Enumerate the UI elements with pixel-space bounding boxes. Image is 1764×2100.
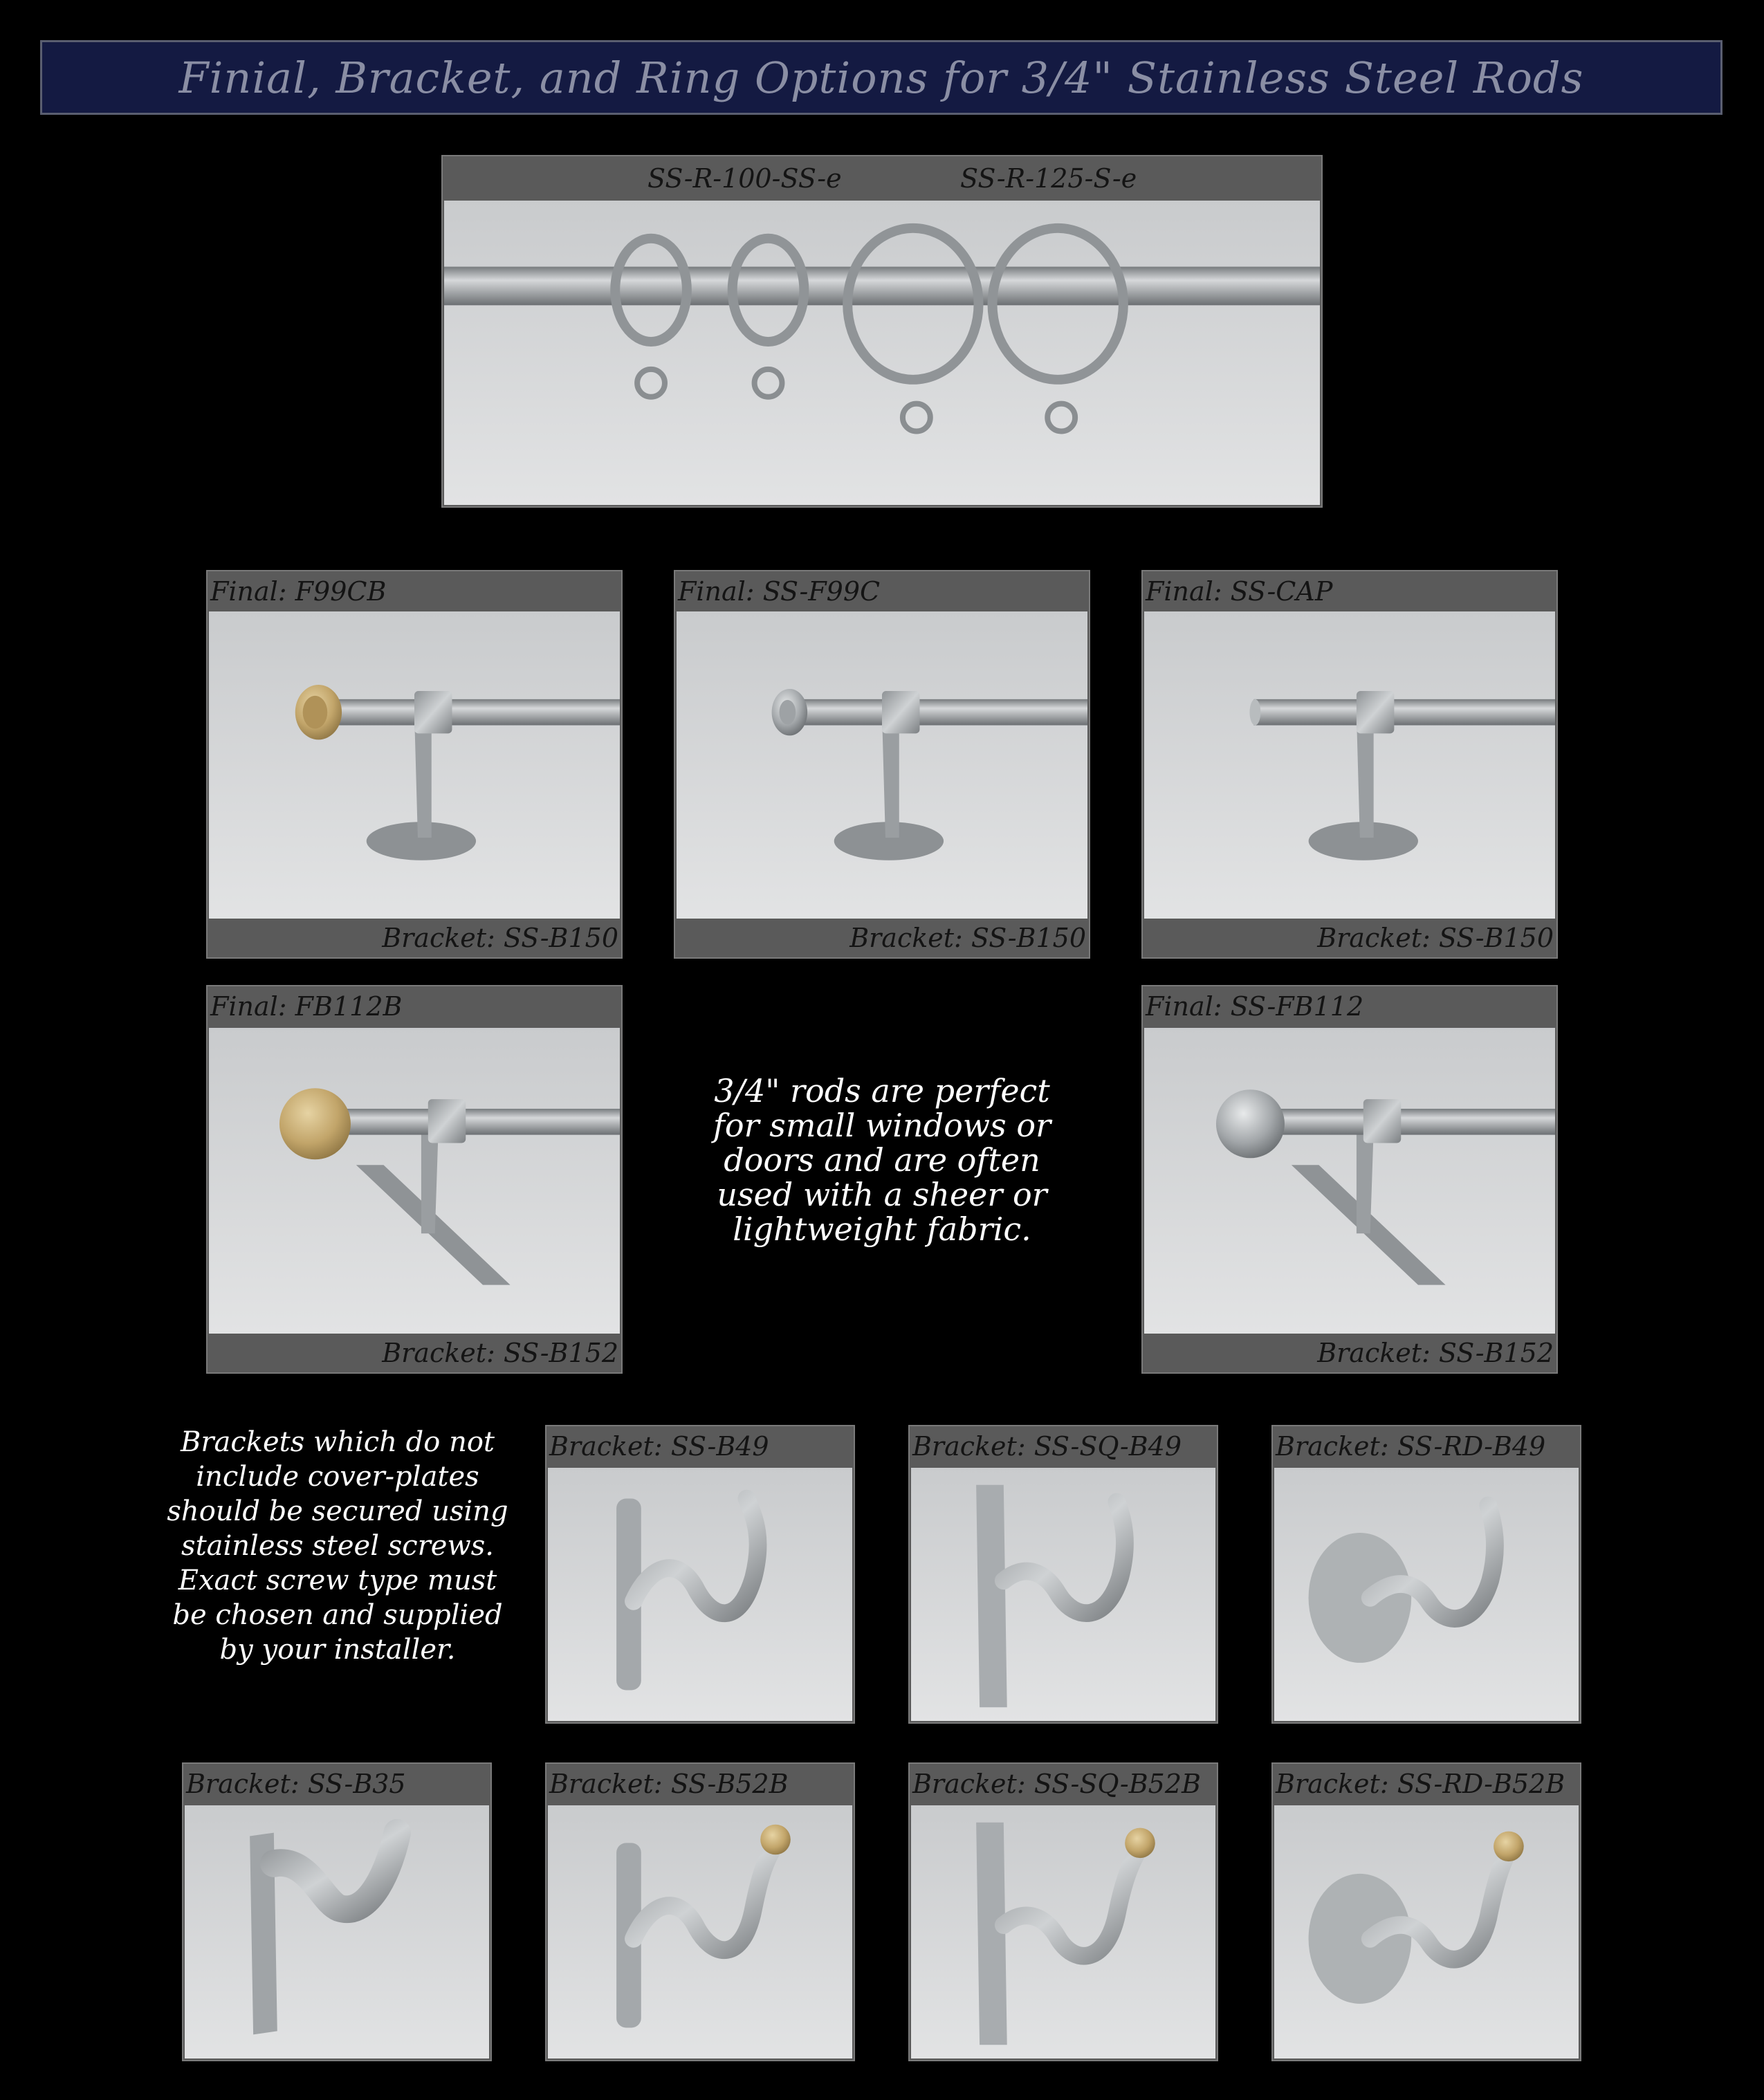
bracket-panel-ss-sq-b49 xyxy=(908,1425,1218,1724)
bracket-photo xyxy=(548,1468,852,1721)
bracket-photo xyxy=(548,1805,852,2058)
bracket-panel-ss-b49 xyxy=(545,1425,855,1724)
bracket-photo xyxy=(1274,1805,1579,2058)
finial-photo xyxy=(209,611,620,919)
finial-panel-ss-fb112 xyxy=(1141,985,1558,1374)
bracket-label: Bracket: SS-B152 xyxy=(208,1334,621,1372)
rings-panel xyxy=(441,155,1323,508)
finial-photo xyxy=(677,611,1087,919)
page-title: Finial, Bracket, and Ring Options for 3/4" Stainless Steel Rods xyxy=(178,52,1584,103)
finial-label: Final: SS-F99C xyxy=(675,571,1089,611)
bracket-label: Bracket: SS-B150 xyxy=(1143,919,1556,957)
finial-label: Final: F99CB xyxy=(208,571,621,611)
bracket-note: Brackets which do not include cover-plates should be secured using stainless steel screws. Exact screw type must be chosen and supplied by your installer. xyxy=(167,1426,508,1666)
bracket-photo xyxy=(911,1805,1215,2058)
finial-label: Final: SS-FB112 xyxy=(1143,986,1556,1026)
bracket-photo xyxy=(911,1468,1215,1721)
bracket-panel-ss-sq-b52b xyxy=(908,1762,1218,2061)
page-title-bar xyxy=(40,40,1722,115)
bracket-panel-ss-rd-b52b xyxy=(1271,1762,1581,2061)
ring-label-left: SS-R-100-SS-e xyxy=(647,163,842,194)
bracket-label: Bracket: SS-RD-B52B xyxy=(1273,1764,1580,1804)
bracket-label: Bracket: SS-B152 xyxy=(1143,1334,1556,1372)
rod-note: 3/4" rods are perfect for small windows or doors and are often used with a sheer or lightweight fabric. xyxy=(713,1072,1051,1248)
bracket-label: Bracket: SS-B35 xyxy=(183,1764,490,1804)
finial-panel-f99cb xyxy=(206,570,623,959)
finial-photo xyxy=(1144,611,1555,919)
bracket-label: Bracket: SS-B52B xyxy=(546,1764,854,1804)
finial-photo xyxy=(1144,1028,1555,1334)
bracket-label: Bracket: SS-B49 xyxy=(546,1426,854,1466)
bracket-panel-ss-b35 xyxy=(182,1762,492,2061)
bracket-photo xyxy=(185,1805,489,2058)
finial-panel-ss-cap xyxy=(1141,570,1558,959)
bracket-photo xyxy=(1274,1468,1579,1721)
bracket-label: Bracket: SS-B150 xyxy=(675,919,1089,957)
rings-photo xyxy=(444,201,1320,505)
finial-photo xyxy=(209,1028,620,1334)
bracket-label: Bracket: SS-RD-B49 xyxy=(1273,1426,1580,1466)
bracket-label: Bracket: SS-SQ-B52B xyxy=(910,1764,1217,1804)
ring-label-right: SS-R-125-S-e xyxy=(960,163,1137,194)
finial-panel-ss-f99c xyxy=(674,570,1090,959)
bracket-label: Bracket: SS-SQ-B49 xyxy=(910,1426,1217,1466)
finial-label: Final: SS-CAP xyxy=(1143,571,1556,611)
bracket-panel-ss-b52b xyxy=(545,1762,855,2061)
finial-panel-fb112b xyxy=(206,985,623,1374)
bracket-label: Bracket: SS-B150 xyxy=(208,919,621,957)
bracket-panel-ss-rd-b49 xyxy=(1271,1425,1581,1724)
finial-label: Final: FB112B xyxy=(208,986,621,1026)
